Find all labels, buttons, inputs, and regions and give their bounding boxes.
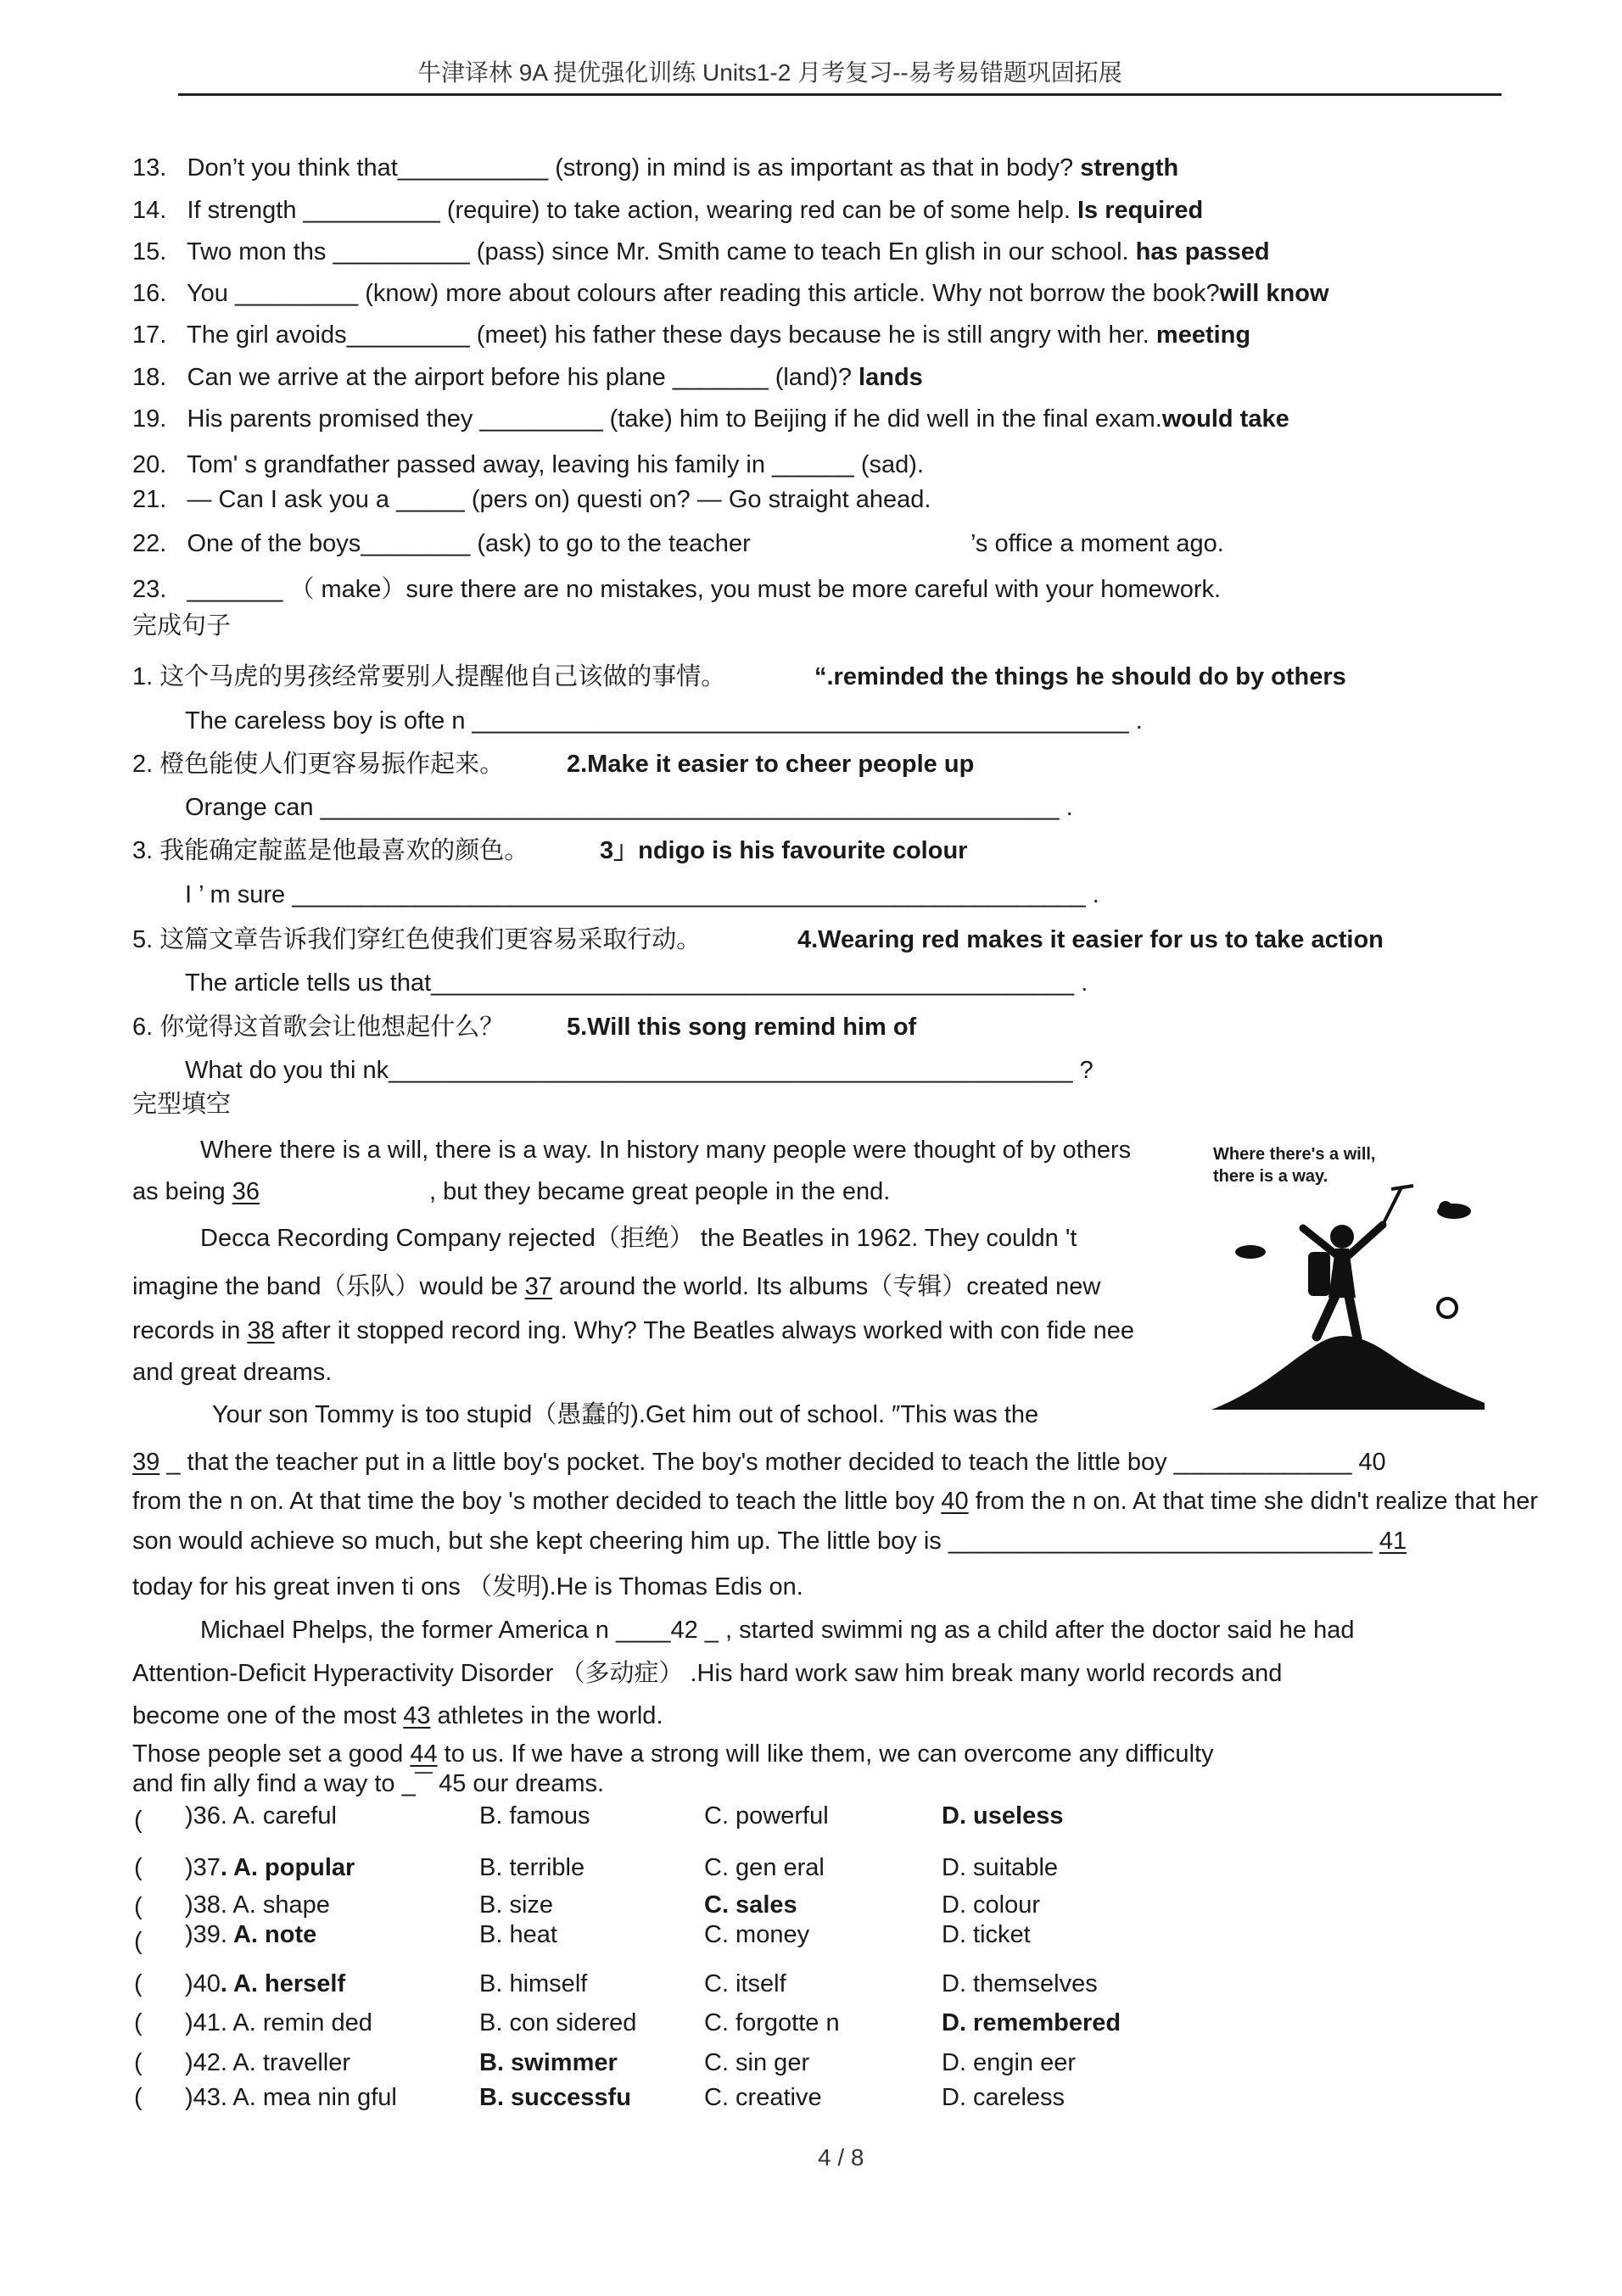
sentence-item-3: 3. 我能确定靛蓝是他最喜欢的颜色。	[132, 837, 529, 864]
cloze-line: and fin ally find a way to _‾‾ 45 our dreams.	[132, 1770, 605, 1797]
cloze-line: Attention-Deficit Hyperactivity Disorder （多动症） .His hard work saw him break many world records and	[132, 1660, 1283, 1687]
blank-40: 40	[941, 1488, 969, 1515]
exercise-19: 19. His parents promised they _________ (take) him to Beijing if he did well in the final exam.would take	[132, 405, 1289, 433]
blank-44: 44	[410, 1740, 438, 1768]
answer: lands	[859, 364, 923, 391]
cloze-line: Those people set a good 44 to us. If we have a strong will like them, we can overcome any difficulty	[132, 1740, 1214, 1768]
exercise-22: 22. One of the boys________ (ask) to go to the teacher	[132, 530, 751, 557]
answer: would take	[1161, 405, 1289, 433]
blank-43: 43	[403, 1702, 431, 1729]
page-header: 牛津译林 9A 提优强化训练 Units1-2 月考复习--易考易错题巩固拓展	[417, 59, 1122, 86]
exercise-16: 16. You _________ (know) more about colours after reading this article. Why not borrow the book?will know	[132, 280, 1329, 307]
sentence-item-6: 6. 你觉得这首歌会让他想起什么？	[132, 1014, 505, 1041]
blank-38: 38	[247, 1317, 275, 1344]
blank-41: 41	[1379, 1528, 1407, 1555]
cloze-line: imagine the band（乐队）would be 37 around the world. Its albums（专辑）created new	[132, 1273, 1101, 1300]
cloze-line: records in 38 after it stopped record ing. Why? The Beatles always worked with con fide nee	[132, 1317, 1135, 1344]
sentence-answer-3: 3」ndigo is his favourite colour	[600, 837, 968, 864]
exercise-22-continued: ’s office a moment ago.	[970, 530, 1224, 557]
exercise-20: 20. Tom' s grandfather passed away, leaving his family in ______ (sad).	[132, 451, 924, 478]
answer: has passed	[1135, 238, 1270, 265]
answer: Is required	[1077, 197, 1204, 224]
cloze-line: son would achieve so much, but she kept cheering him up. The little boy is _______________________________ 41	[132, 1528, 1407, 1555]
cloze-line: from the n on. At that time the boy 's mother decided to teach the little boy 40 from the n on. At that time she didn't realize that her	[132, 1488, 1538, 1515]
cloze-line: Where there is a will, there is a way. In history many people were thought of by others	[200, 1137, 1132, 1164]
mountain-climber-icon	[1208, 1137, 1488, 1416]
blank-37: 37	[524, 1273, 552, 1300]
page-number: 4 / 8	[818, 2144, 864, 2170]
cloze-line: as being 36 , but they became great people in the end.	[132, 1178, 891, 1205]
sentence-prompt-2: Orange can ______________________________________________________ .	[185, 794, 1073, 821]
sentence-answer-5: 5.Will this song remind him of	[567, 1014, 917, 1041]
sentence-answer-1: “.reminded the things he should do by others	[814, 663, 1346, 690]
exercise-13: 13. Don’t you think that___________ (strong) in mind is as important as that in body? strength	[132, 154, 1179, 182]
sentence-prompt-5: The article tells us that_______________________________________________ .	[185, 969, 1088, 997]
sentence-item-2: 2. 橙色能使人们更容易振作起来。	[132, 751, 505, 778]
sentence-prompt-3: I ’ m sure __________________________________________________________ .	[185, 881, 1099, 908]
cloze-line: today for his great inven ti ons （发明).He is Thomas Edis on.	[132, 1573, 803, 1600]
cloze-line: Decca Recording Company rejected（拒绝） the Beatles in 1962. They couldn 't	[200, 1225, 1077, 1252]
sentence-prompt-1: The careless boy is ofte n ________________________________________________ .	[185, 707, 1143, 735]
exercise-14: 14. If strength __________ (require) to take action, wearing red can be of some help. Is required	[132, 197, 1204, 224]
exercise-15: 15. Two mon ths __________ (pass) since Mr. Smith came to teach En glish in our school. has passed	[132, 238, 1270, 265]
sentence-answer-2: 2.Make it easier to cheer people up	[567, 751, 975, 778]
sentence-item-5: 5. 这篇文章告诉我们穿红色使我们更容易采取行动。	[132, 926, 702, 953]
cloze-line: and great dreams.	[132, 1359, 333, 1386]
header-rule	[178, 93, 1502, 96]
section-title-cloze: 完型填空	[132, 1091, 232, 1118]
cloze-line: Your son Tommy is too stupid（愚蠢的).Get him out of school. ″This was the	[212, 1401, 1039, 1428]
illustration-caption: Where there's a will, there is a way.	[1213, 1145, 1376, 1186]
exercise-17: 17. The girl avoids_________ (meet) his father these days because he is still angry with her. meeting	[132, 321, 1251, 349]
exercise-23: 23. _______ （ make）sure there are no mistakes, you must be more careful with your homework.	[132, 576, 1222, 603]
blank-36: 36	[232, 1178, 260, 1205]
illustration	[1208, 1137, 1488, 1416]
exercise-18: 18. Can we arrive at the airport before his plane _______ (land)? lands	[132, 364, 923, 391]
sentence-item-1: 1. 这个马虎的男孩经常要别人提醒他自己该做的事情。	[132, 663, 726, 690]
answer: meeting	[1155, 321, 1251, 349]
sentence-answer-4: 4.Wearing red makes it easier for us to take action	[797, 926, 1384, 953]
sentence-prompt-6: What do you thi nk__________________________________________________ ?	[185, 1057, 1093, 1084]
exercise-21: 21. — Can I ask you a _____ (pers on) questi on? — Go straight ahead.	[132, 486, 931, 513]
answer: will know	[1219, 280, 1329, 307]
cloze-line: become one of the most 43 athletes in the world.	[132, 1702, 663, 1729]
answer: strength	[1080, 154, 1179, 182]
cloze-line: Michael Phelps, the former America n ____42 _ , started swimmi ng as a child after the doctor said he had	[200, 1617, 1355, 1644]
blank-39: 39	[132, 1449, 160, 1476]
cloze-line: 39 _ that the teacher put in a little boy's pocket. The boy's mother decided to teach the little boy _____________ 40	[132, 1449, 1386, 1476]
section-title-sentences: 完成句子	[132, 612, 232, 640]
